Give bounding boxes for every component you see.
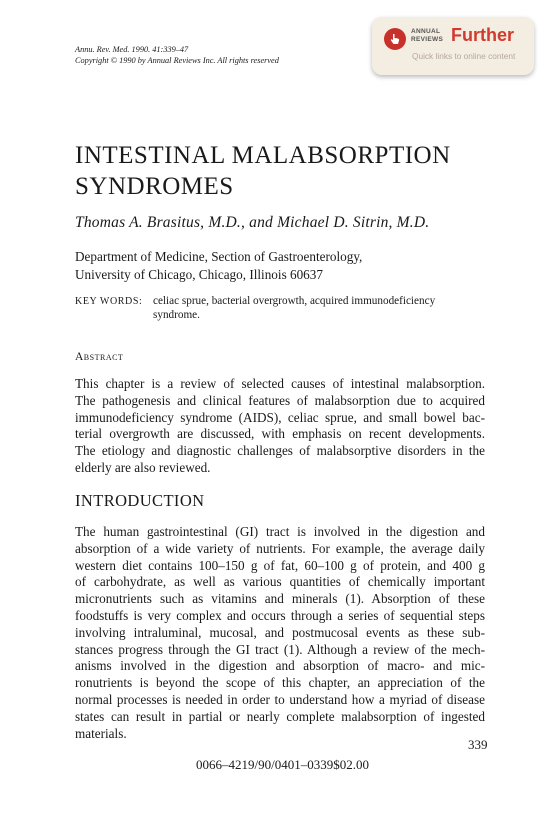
copyright-notice: Copyright © 1990 by Annual Reviews Inc. All rights reserved bbox=[75, 56, 279, 65]
key-words-list: celiac sprue, bacterial overgrowth, acquired immunodeficiency syndrome. bbox=[153, 295, 436, 321]
journal-citation: Annu. Rev. Med. 1990. 41:339–47 bbox=[75, 45, 189, 54]
further-label: Further bbox=[451, 25, 514, 45]
pointer-hand-icon bbox=[384, 28, 406, 50]
affiliation: Department of Medicine, Section of Gastroenterology, University of Chicago, Chicago, Illinois 60637 bbox=[75, 249, 363, 282]
further-links-button[interactable] bbox=[372, 17, 534, 75]
abstract-heading: Abstract bbox=[75, 351, 124, 363]
introduction-text: The human gastrointestinal (GI) tract is involved in the digestion and absorption of a wide variety of nutrients. For example, the average daily western diet contains 100–150 g of fat, 60–100 g of protein, and 400 g of carbohydrate, as well as various quantities of chemically important micronutrients such as vitamins and minerals (1). Absorption of these foodstuffs is very complex and occurs through a series of sequential steps involving intraluminal, mucosal, and postmucosal events as these sub- stances progress through the GI tract (1). Although a review of the mech- anisms involved in the digestion and absorption of macro- and mic- ronutrients is beyond the scope of this chapter, an appreciation of the normal processes is needed in order to understand how a myriad of disease states can result in partial or nearly complete malabsorption of ingested materials. bbox=[75, 524, 485, 741]
abstract-text: This chapter is a review of selected causes of intestinal malabsorption. The pathogenesis and clinical features of malabsorption due to acquired immunodeficiency syndrome (AIDS), celiac sprue, and small bowel bac- terial overgrowth are discussed, with emphasis on recent developments. The etiology and diagnostic challenges of malabsorptive disorders in the elderly are also reviewed. bbox=[75, 376, 485, 475]
key-words-label: KEY WORDS: bbox=[75, 296, 143, 307]
page-number: 339 bbox=[468, 737, 488, 752]
article-title: INTESTINAL MALABSORPTION SYNDROMES bbox=[75, 142, 451, 200]
article-code: 0066–4219/90/0401–0339$02.00 bbox=[196, 757, 369, 772]
introduction-heading: INTRODUCTION bbox=[75, 491, 205, 510]
further-tagline: Quick links to online content bbox=[412, 51, 516, 61]
author-list: Thomas A. Brasitus, M.D., and Michael D. Sitrin, M.D. bbox=[75, 214, 430, 231]
annual-reviews-logo-text: ANNUAL REVIEWS bbox=[411, 28, 444, 43]
journal-header bbox=[75, 44, 279, 66]
